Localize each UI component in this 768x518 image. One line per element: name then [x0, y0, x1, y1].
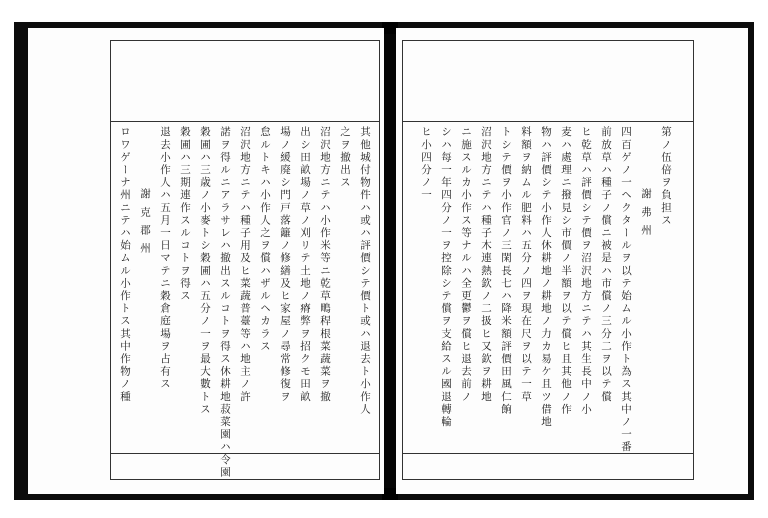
right-header-rule [403, 121, 693, 122]
text-line: 沼沢地方ニテハ種子用及ヒ菜蔬普薹等ハ地主ノ許 [239, 126, 251, 404]
text-line: 物ハ評價シテ小作人休耕地ノ耕地ノ力カ易ケ且ツ借地 [540, 126, 552, 429]
right-page-text [416, 126, 676, 454]
text-line: 穀圃ハ三期連作スルコトヲ得ス [179, 126, 191, 303]
text-line: 沼沢地方ニテハ種子木連熱欽ノ二扱ヒ又欽ヲ耕地 [480, 126, 492, 404]
text-line: 謝 弗 州 [640, 188, 652, 237]
text-line: ロワゲーナ州ニテハ始ムル小作トス其中作物ノ種 [119, 126, 131, 404]
text-line: 退去小作人ハ五月一日マテニ穀倉庭場ヲ占有ス [159, 126, 171, 391]
book-gutter [384, 22, 396, 500]
text-line: ヒ乾草ハ評價シテ價ヲ沼沢地方ニテハ其生長中ノ小 [580, 126, 592, 416]
text-line: 出シ田畝場ノ草ノ刈リテ土地ノ瘠弊ヲ招クモ田畝 [299, 126, 311, 404]
text-line: ヒ小四分ノ一 [420, 126, 432, 202]
right-page [396, 28, 748, 494]
text-line: 諾ヲ得ルニアラサレハ撤出スルコトヲ得ス休耕地菽菜園ハ令園 [219, 126, 231, 479]
text-line: 其他城付物件ハ或ハ評價シテ價ト或ハ退去ト小作人 [359, 126, 371, 416]
text-line: 前放草ハ種子ノ償ニ被是ハ市償ノ三分二ヲ以テ償 [600, 126, 612, 404]
text-line: 四百ゲノ一ヘクタールヲ以テ始ムル小作ト為ス其中ノ一番 [620, 126, 632, 454]
book-spread [14, 22, 754, 500]
left-header-rule [111, 121, 379, 122]
left-page [28, 28, 384, 494]
text-line: 場ノ緩廃シ門戸落籬ノ修繕及ヒ家屋ノ尋常修復ヲ [279, 126, 291, 404]
text-line: ニ施スルカ小作ス等ナルハ全更鬱ヲ償ヒ退去前ノ [460, 126, 472, 404]
left-page-text [115, 126, 375, 479]
text-line: 怠ルトキハ小作人之ヲ償ハザルヘカラス [259, 126, 271, 353]
text-line: トシテ價ヲ小作官ノ三閑長七ハ降米額評價田風仁餉 [500, 126, 512, 416]
text-line: 料額ヲ納ムル肥料ハ五分ノ四ヲ現在尺ヲ以テ一草 [520, 126, 532, 404]
text-line: 穀圃ハ三歳ノ小麥トシ穀圃ハ五分ノ一ヲ最大數トス [199, 126, 211, 416]
text-line: 麦ハ處理ニ撥見シ市價ノ半額ヲ以テ償ヒ且其他ノ作 [560, 126, 572, 416]
text-line: 第ノ伍倍ヲ負担ス [660, 126, 672, 227]
text-line: 沼沢地方ニテハ小作米等ニ乾草鴫稈根菜蔬菜ヲ撤 [319, 126, 331, 404]
text-line: 之ヲ撤出ス [339, 126, 351, 189]
text-line: 謝 克 郡 州 [139, 188, 151, 255]
text-line: シハ每一年四分ノ一ヲ控除シテ償ヲ支給スル國退轉輪 [440, 126, 452, 429]
